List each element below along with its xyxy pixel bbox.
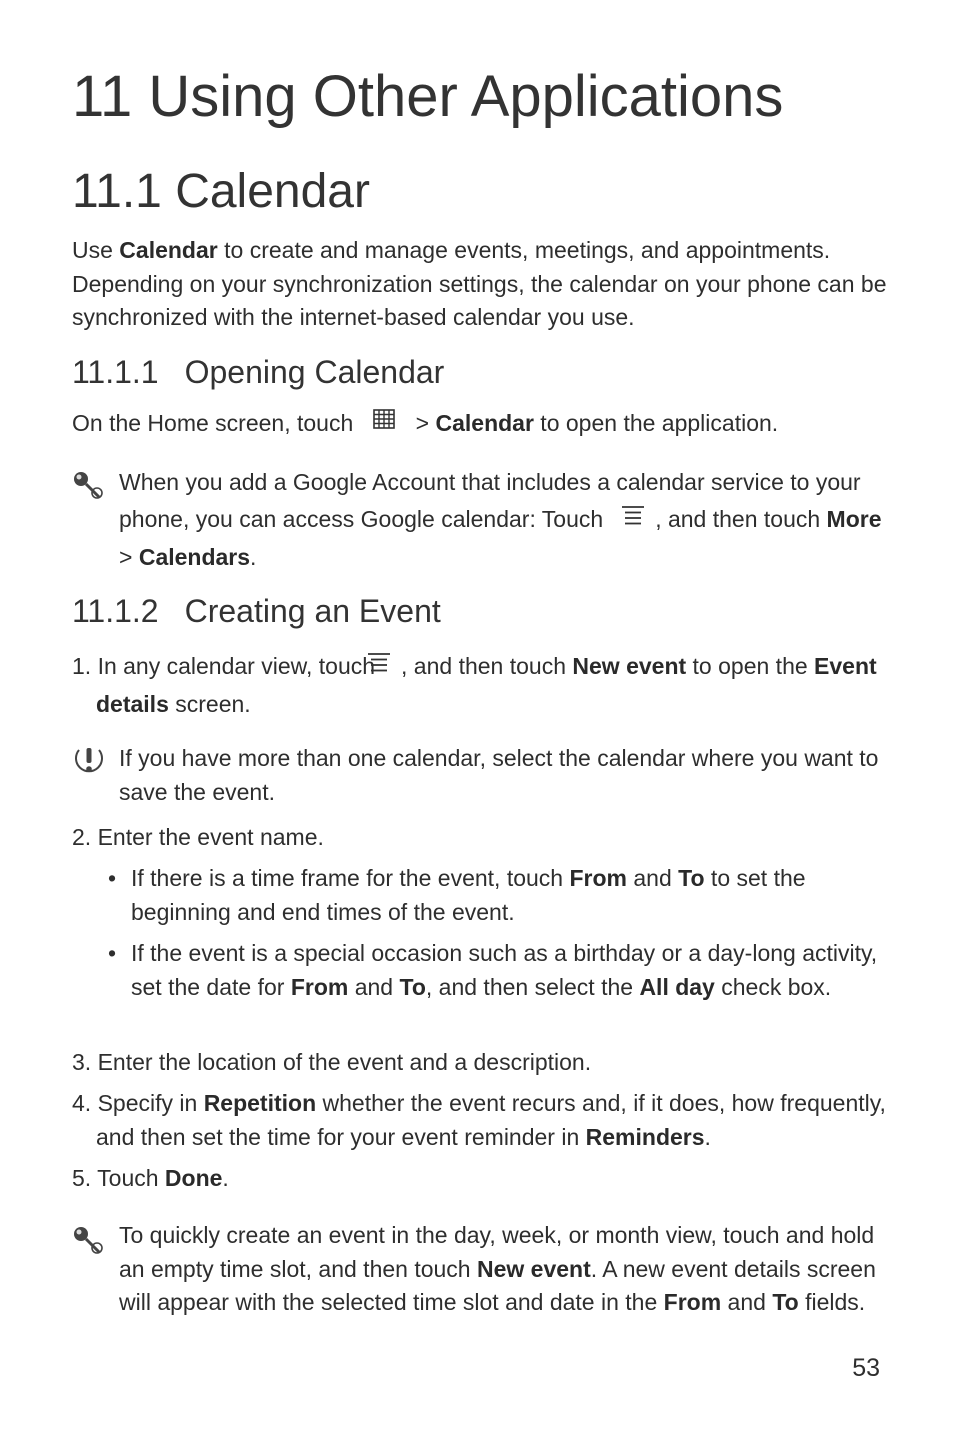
apps-grid-icon [373, 405, 395, 439]
tip-icon [72, 470, 106, 507]
tip-icon [72, 1225, 106, 1262]
page-number: 53 [852, 1354, 880, 1382]
caution-note: If you have more than one calendar, select the calendar where you want to save the event. [119, 745, 879, 805]
subsection-title-opening [72, 352, 444, 392]
tip-note-google-calendar: When you add a Google Account that includes a calendar service to your phone, you can access Google calendar: Touch , and then touch More > Calendars. [119, 469, 882, 571]
step-2: 2. Enter the event name. [72, 824, 324, 850]
bullet-mark: • [108, 940, 117, 966]
tip-note-quick-create: To quickly create an event in the day, week, or month view, touch and hold an empty time slot, and then touch New event. A new event details screen will appear with the selected time slot and date in the From and To fields. [119, 1222, 876, 1315]
bullet-mark: • [108, 865, 117, 891]
subsection-number: 11.1.2 [72, 593, 159, 629]
step-5: 5. Touch Done. [72, 1165, 229, 1191]
menu-icon [621, 499, 645, 536]
caution-icon [72, 745, 106, 782]
subsection-label: Opening Calendar [184, 354, 445, 390]
chapter-title: 11 Using Other Applications [72, 64, 784, 129]
section-title: 11.1 Calendar [72, 165, 370, 218]
subsection-label: Creating an Event [184, 593, 441, 629]
subsection-number: 11.1.1 [72, 354, 159, 390]
step-4: 4. Specify in Repetition whether the event recurs and, if it does, how frequently, and then set the time for your event reminder in Reminders. [72, 1090, 886, 1150]
step-3: 3. Enter the location of the event and a description. [72, 1049, 592, 1075]
subsection-title-creating [72, 591, 441, 631]
step-1: 1. In any calendar view, touch , and then touch New event to open the Event details screen. [72, 653, 877, 718]
bullet-special-occasion: If the event is a special occasion such as a birthday or a day-long activity, set the date for From and To, and then select the All day check box. [131, 940, 878, 1000]
opening-paragraph: On the Home screen, touch > Calendar to open the application. [72, 407, 892, 442]
bullet-time-frame: If there is a time frame for the event, touch From and To to set the beginning and end times of the event. [131, 865, 806, 925]
intro-paragraph: Use Calendar to create and manage events, meetings, and appointments. Depending on your synchronization settings, the calendar on your phone can be synchronized with the internet-based calendar you use. [72, 237, 887, 330]
